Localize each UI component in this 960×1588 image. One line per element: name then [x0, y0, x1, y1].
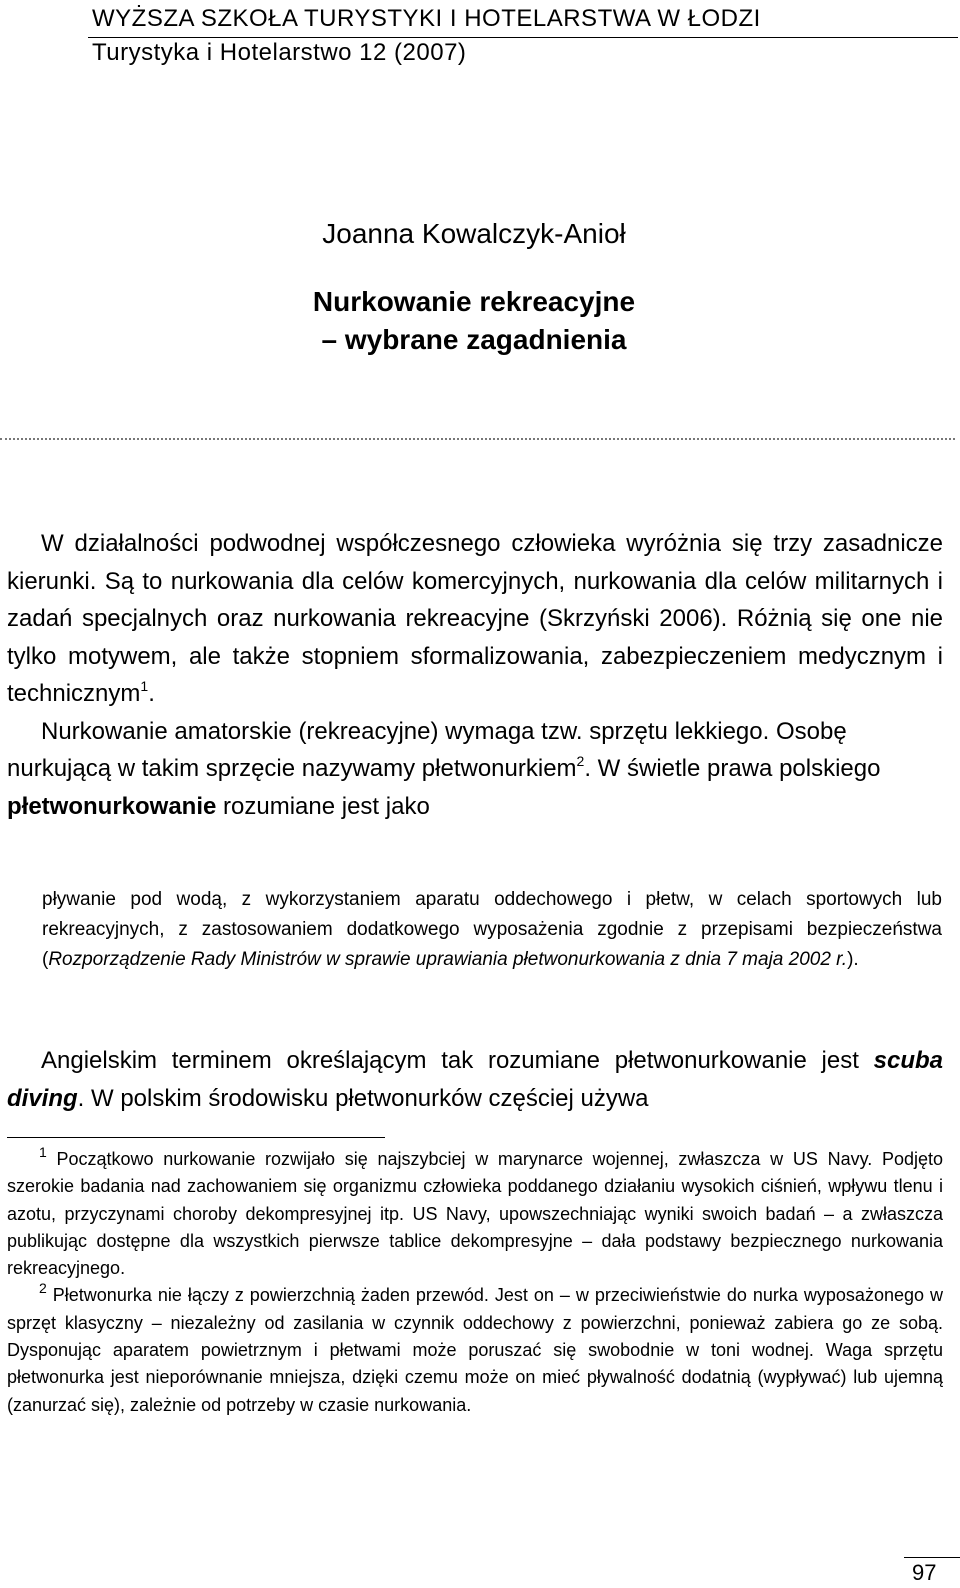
- footnote-1: [7, 1146, 943, 1282]
- term-bold: płetwonurkowanie: [7, 792, 217, 820]
- footnote-ref-1: 1: [140, 678, 149, 694]
- body-text-continued: [7, 1042, 943, 1118]
- footnote-1-text: Początkowo nurkowanie rozwijało się najszybciej w marynarce wojennej, zwłaszcza w US Navy. Podjęto szerokie badania nad zachowaniem się organizmu człowieka poddanego działaniu wysokich ciśnień, wpływu tlenu i azotu, przyczynami choroby dekompresyjnej itp. US Navy, upowszechniając wyniki swoich badań – a zwłaszcza publikując dostępne dla wszystkich pierwsze tablice dekompresyjne – dała podstawy bezpiecznego nurkowania rekreacyjnego.: [7, 1149, 943, 1279]
- paragraph-3-text-b: . W polskim środowisku płetwonurków częściej używa: [77, 1085, 649, 1112]
- paragraph-1-text: W działalności podwodnej współczesnego człowieka wyróżnia się trzy zasadnicze kierunki. Są to nurkowania dla celów komercyjnych, nurkowania dla celów militarnych i zadań specjalnych oraz nurkowania rekreacyjne (Skrzyński 2006). Różnią się one nie tylko motywem, ale także stopniem sformalizowania, zabezpieczeniem medycznym i technicznym: [7, 530, 943, 707]
- paragraph-1: [7, 525, 943, 713]
- article-title-line1: Nurkowanie rekreacyjne: [312, 286, 636, 317]
- paragraph-1-end: .: [148, 680, 155, 707]
- article-title-line2: – wybrane zagadnienia: [321, 324, 627, 355]
- footnote-2-text: Płetwonurka nie łączy z powierzchnią żaden przewód. Jest on – w przeciwieństwie do nurka wyposażonego w sprzęt klasyczny – niezależny od zasilania w czynnik oddechowy z powierzchni, ponieważ zabiera go ze sobą. Dysponując aparatem powietrznym i płetwami może poruszać się swobodnie w toni wodnej. Waga sprzętu płetwonurka jest nieporównanie mniejsza, dzięki czemu może on mieć pływalność dodatnią (wypływać) lub ujemną (zanurzać się), zależnie od potrzeby w czasie nurkowania.: [7, 1285, 943, 1415]
- footnotes: [7, 1146, 943, 1419]
- body-text: [7, 525, 943, 825]
- section-separator: [0, 438, 955, 440]
- footnote-2: [7, 1282, 943, 1418]
- header-journal: Turystyka i Hotelarstwo 12 (2007): [92, 39, 467, 66]
- paragraph-2: [7, 713, 943, 826]
- paragraph-2-text-c: rozumiane jest jako: [216, 792, 430, 820]
- paragraph-2-text-b: . W świetle prawa polskiego: [584, 755, 881, 782]
- paragraph-3: [7, 1042, 943, 1118]
- footnote-2-number: 2: [39, 1280, 47, 1297]
- page-number: 97: [912, 1560, 937, 1585]
- quote-text: pływanie pod wodą, z wykorzystaniem aparatu oddechowego i płetw, w celach sportowych lub rekreacyjnych, z zastosowaniem dodatkowego wyposażenia zgodnie z przepisami bezpieczeństwa (: [42, 889, 942, 970]
- article-author: [0, 217, 960, 251]
- header-institution: WYŻSZA SZKOŁA TURYSTYKI I HOTELARSTWA W ŁODZI: [92, 5, 761, 32]
- footnote-1-number: 1: [39, 1144, 47, 1160]
- legal-quote: [42, 885, 942, 975]
- footnote-rule: [7, 1137, 385, 1138]
- quote-citation: Rozporządzenie Rady Ministrów w sprawie uprawiania płetwonurkowania z dnia 7 maja 2002 r.: [48, 949, 848, 970]
- paragraph-2-text-a: Nurkowanie amatorskie (rekreacyjne) wymaga tzw. sprzętu lekkiego. Osobę nurkującą w takim sprzęcie nazywamy płetwonurkiem: [7, 717, 847, 782]
- paragraph-3-text-a: Angielskim terminem określającym tak rozumiane płetwonurkowanie jest: [41, 1047, 874, 1074]
- term-scuba-diving: scuba diving: [7, 1047, 943, 1112]
- footnote-ref-2: 2: [576, 753, 585, 769]
- page-number-rule: [904, 1557, 960, 1558]
- quote-end: ).: [847, 949, 859, 970]
- author-name: Joanna Kowalczyk-Anioł: [322, 218, 626, 249]
